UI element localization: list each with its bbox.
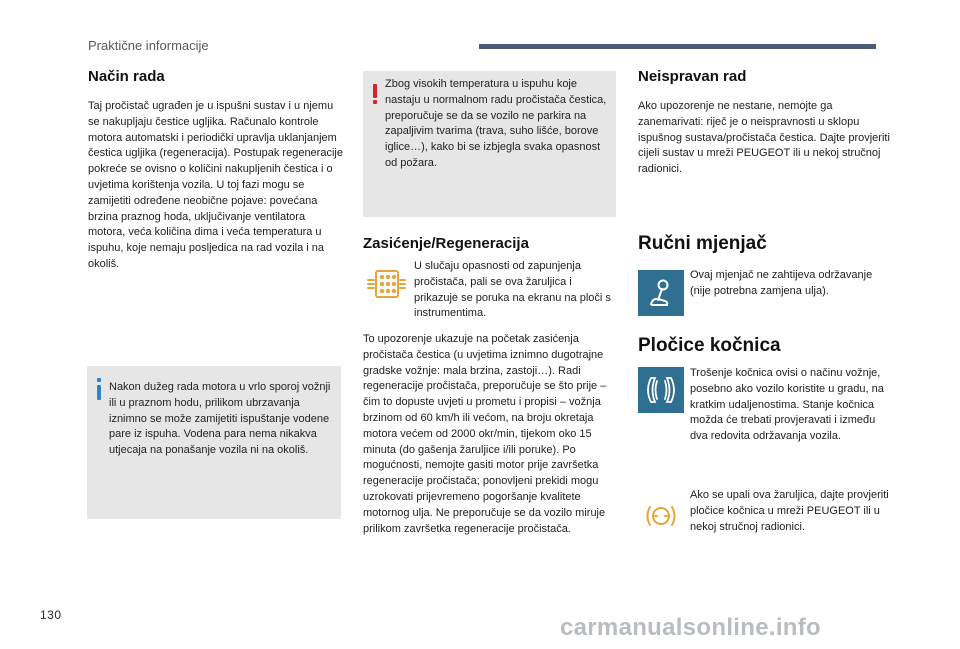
heading-plocice-kocnica: Pločice kočnica [638, 335, 781, 356]
brake-warning-text: Ako se upali ova žaruljica, dajte provjeriti pločice kočnica u mreži PEUGEOT ili u nekoj stručnoj radionici. [690, 489, 889, 533]
page-number: 130 [40, 608, 62, 622]
brake-warning-lamp-icon [638, 496, 684, 536]
plocice-kocnica-text: Trošenje kočnica ovisi o načinu vožnje, posebno ako vozilo koristite u gradu, na kratkim udaljenostima. Stanje kočnica možda će trebati provjeravati i između dva redovita održavanja vozila. [690, 367, 884, 443]
heading-neispravan-rad: Neispravan rad [638, 68, 747, 85]
text-zasicenje: To upozorenje ukazuje na početak zasićenja pročistača čestica (u uvjetima iznimno dugotrajne gradske vožnje: mala brzina, zastoji…). Radi regeneracije pročistača, preporučuje se što prije – čim to dopuste uvjeti u prometu i propisi – vožnja brzinom od 60 km/h ili većom, na broju okretaja motora većem od 2000 okr/min, tijekom oko 15 minuta (do gašenja žaruljice i/ili poruke). Po mogućnosti, nemojte gasiti motor prije završetka regeneracije pročistača; ponovljeni prekidi mogu uzrokovati prijevremeno pogoršanje kvalitete motornog ulja. Ne preporučuje se da vozilo miruje prilikom završetka regeneracije pročistača. [363, 333, 607, 535]
brake-pads-icon [638, 367, 684, 413]
info-note-text: Nakon dužeg rada motora u vrlo sporoj vožnji ili u praznom hodu, prilikom ubrzavanja iznimno se može zamijetiti ispuštanje vodene pare iz ispuha. Vodena para nema nikakva utjecaja na ponašanje vozila ni na okoliš. [109, 381, 331, 457]
zasicenje-icon-text: U slučaju opasnosti od zapunjenja pročistača, pali se ova žaruljica i prikazuje se poruka na ekranu na ploči s instrumentima. [414, 260, 611, 320]
heading-rucni-mjenjac: Ručni mjenjač [638, 233, 767, 254]
heading-nacin-rada: Način rada [88, 68, 165, 85]
heading-zasicenje: Zasićenje/Regeneracija [363, 235, 529, 252]
gear-lever-icon [638, 270, 684, 316]
text-nacin-rada: Taj pročistač ugrađen je u ispušni sustav i u njemu se nakupljaju čestice ugljika. Računalo kontrole motora automatski i periodički upravlja uklanjanjem čestica ugljika (regeneracija). Postupak regeneracije pokreće se ovisno o količini nakupljenih čestica i o uvjetima korištenja vozila. U toj fazi mogu se zamijetiti određene neobične pojave: povećana brzina praznog hoda, uključivanje ventilatora motora, veća količina dima i veća temperatura u ispuhu, koje nemaju posljedica na rad vozila i na okoliš. [88, 100, 343, 270]
warning-note-box [363, 71, 616, 217]
text-neispravan-rad: Ako upozorenje ne nestane, nemojte ga zanemarivati: riječ je o neispravnosti u sklopu ispušnog sustava/pročistača čestica. Dajte provjeriti cijeli sustav u mreži PEUGEOT ili u nekoj stručnoj radionici. [638, 100, 890, 176]
watermark: carmanualsonline.info [560, 614, 822, 641]
header-title: Praktične informacije [88, 38, 209, 53]
info-note-box [87, 366, 341, 519]
warning-note-text: Zbog visokih temperatura u ispuhu koje nastaju u normalnom radu pročistača čestica, preporučuje se da se vozilo ne parkira na zapaljivim tvarima (trava, suho lišće, borove iglice…), kako bi se izbjegla svaka opasnost od požara. [385, 78, 607, 169]
header-bar [479, 44, 876, 49]
particle-filter-icon [363, 264, 409, 304]
rucni-mjenjac-text: Ovaj mjenjač ne zahtijeva održavanje (nije potrebna zamjena ulja). [690, 269, 873, 297]
